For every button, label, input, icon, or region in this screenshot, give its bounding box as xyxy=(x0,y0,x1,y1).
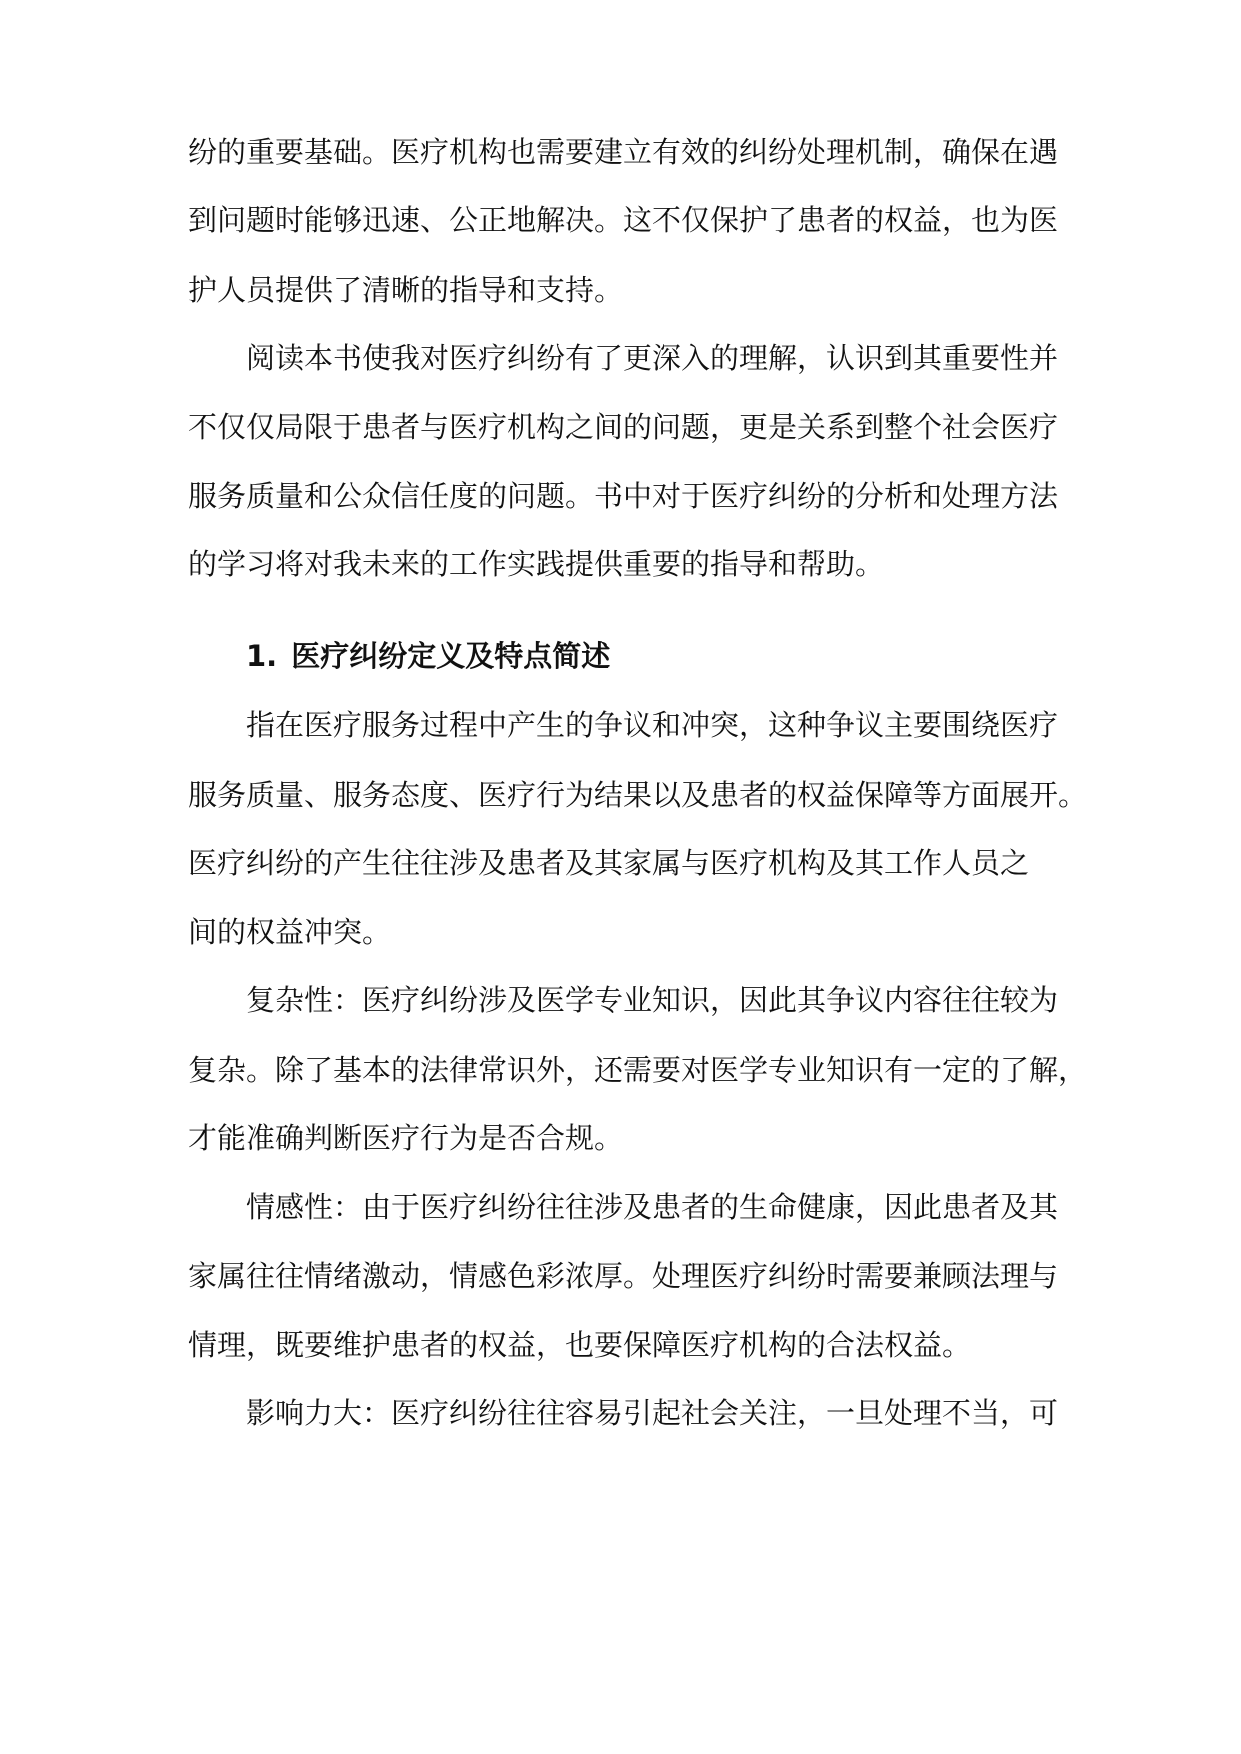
text-line: 不仅仅局限于患者与医疗机构之间的问题，更是关系到整个社会医疗 xyxy=(188,410,1059,444)
text-line: 的学习将对我未来的工作实践提供重要的指导和帮助。 xyxy=(188,547,885,581)
section-title: 医疗纠纷定义及特点简述 xyxy=(291,639,611,673)
text-line: 服务质量和公众信任度的问题。书中对于医疗纠纷的分析和处理方法 xyxy=(188,479,1059,513)
text-line: 复杂性：医疗纠纷涉及医学专业知识，因此其争议内容往往较为 xyxy=(246,983,1059,1017)
text-line: 指在医疗服务过程中产生的争议和冲突，这种争议主要围绕医疗 xyxy=(246,708,1059,742)
document-page xyxy=(188,0,1088,1754)
text-line: 到问题时能够迅速、公正地解决。这不仅保护了患者的权益，也为医 xyxy=(188,203,1059,237)
text-line: 纷的重要基础。医疗机构也需要建立有效的纠纷处理机制，确保在遇 xyxy=(188,135,1059,169)
section-number: 1. xyxy=(246,639,278,673)
text-line: 家属往往情绪激动，情感色彩浓厚。处理医疗纠纷时需要兼顾法理与 xyxy=(188,1259,1059,1293)
text-line: 复杂。除了基本的法律常识外，还需要对医学专业知识有一定的了解， xyxy=(188,1053,1088,1087)
text-line: 情感性：由于医疗纠纷往往涉及患者的生命健康，因此患者及其 xyxy=(246,1190,1059,1224)
section-heading xyxy=(246,636,610,676)
text-line: 情理，既要维护患者的权益，也要保障医疗机构的合法权益。 xyxy=(188,1328,972,1362)
text-line: 服务质量、服务态度、医疗行为结果以及患者的权益保障等方面展开。 xyxy=(188,778,1088,812)
text-line: 护人员提供了清晰的指导和支持。 xyxy=(188,273,624,307)
text-line: 医疗纠纷的产生往往涉及患者及其家属与医疗机构及其工作人员之 xyxy=(188,846,1030,880)
text-line: 间的权益冲突。 xyxy=(188,915,392,949)
text-line: 影响力大：医疗纠纷往往容易引起社会关注，一旦处理不当，可 xyxy=(246,1396,1059,1430)
text-line: 才能准确判断医疗行为是否合规。 xyxy=(188,1121,624,1155)
text-line: 阅读本书使我对医疗纠纷有了更深入的理解，认识到其重要性并 xyxy=(246,341,1059,375)
